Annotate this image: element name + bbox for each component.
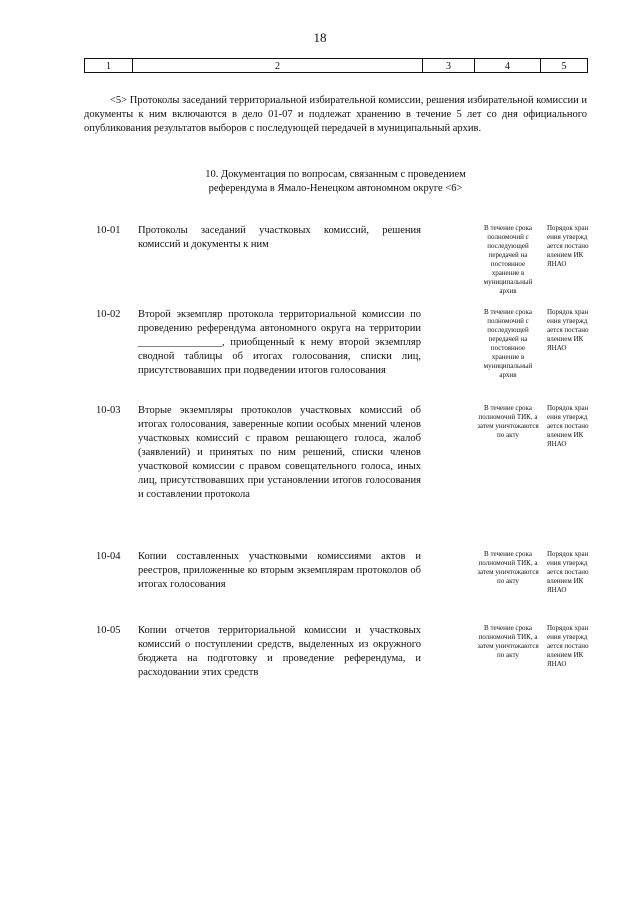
row-description: Протоколы заседаний участковых комиссий, решения комиссий и документы к ним [138, 225, 421, 250]
row-note: Порядок хранения утверждается постановлением ИК ЯНАО [547, 550, 589, 594]
column-number-1: 1 [85, 59, 133, 73]
row-description: Второй экземпляр протокола территориальной комиссии по проведению референдума автономного округа на территории ________________, приобщенный к нему второй экземпляр сводной таблицы об итогах голосования, списки лиц, присутствовавших при подведении итогов голосования [138, 309, 421, 376]
section-title-line-2: референдума в Ямало-Ненецком автономном округе <6> [208, 183, 463, 194]
row-code: 10-05 [96, 625, 121, 636]
section-title [84, 168, 587, 196]
row-storage-term: В течение срока полномочий с последующей передачей на постоянное хранение в муниципальный архив [483, 224, 533, 295]
row-code: 10-01 [96, 225, 121, 236]
column-number-3: 3 [423, 59, 475, 73]
column-number-header [84, 58, 588, 73]
row-note: Порядок хранения утверждается постановлением ИК ЯНАО [547, 224, 589, 268]
row-code: 10-03 [96, 405, 121, 416]
row-description: Вторые экземпляры протоколов участковых комиссий об итогах голосования, заверенные копии особых мнений членов участковых комиссий с правом решающего голоса, жалоб (заявлений) и принятых по ним решений, списки членов участковой комиссии с правом совещательного голоса, иных лиц, присутствовавших при установлении итогов голосования и составлении протокола [138, 405, 421, 500]
column-number-5: 5 [541, 59, 588, 73]
row-storage-term: В течение срока полномочий ТИК, а затем уничтожаются по акту [477, 624, 539, 659]
row-description: Копии составленных участковыми комиссиями актов и реестров, приложенные ко вторым экземплярам протоколов об итогах голосования [138, 551, 421, 590]
section-title-line-1: 10. Документация по вопросам, связанным с проведением [205, 169, 466, 180]
row-code: 10-04 [96, 551, 121, 562]
column-number-2: 2 [133, 59, 423, 73]
row-storage-term: В течение срока полномочий с последующей передачей на постоянное хранение в муниципальный архив [483, 308, 533, 379]
row-note: Порядок хранения утверждается постановлением ИК ЯНАО [547, 404, 589, 448]
row-storage-term: В течение срока полномочий ТИК, а затем уничтожаются по акту [477, 404, 539, 439]
row-code: 10-02 [96, 309, 121, 320]
row-description: Копии отчетов территориальной комиссии и участковых комиссий о поступлении средств, выделенных из окружного бюджета на подготовку и проведение референдума, и расходовании этих средств [138, 625, 421, 678]
row-note: Порядок хранения утверждается постановлением ИК ЯНАО [547, 308, 589, 352]
page-number: 18 [313, 30, 327, 45]
row-note: Порядок хранения утверждается постановлением ИК ЯНАО [547, 624, 589, 668]
row-storage-term: В течение срока полномочий ТИК, а затем уничтожаются по акту [477, 550, 539, 585]
footnote-5: <5> Протоколы заседаний территориальной избирательной комиссии, решения избирательной комиссии и документы к ним включаются в дело 01-07 и подлежат хранению в течение 5 лет со дня официального опубликования результатов выборов с последующей передачей в муниципальный архив. [84, 95, 587, 134]
column-number-4: 4 [475, 59, 541, 73]
